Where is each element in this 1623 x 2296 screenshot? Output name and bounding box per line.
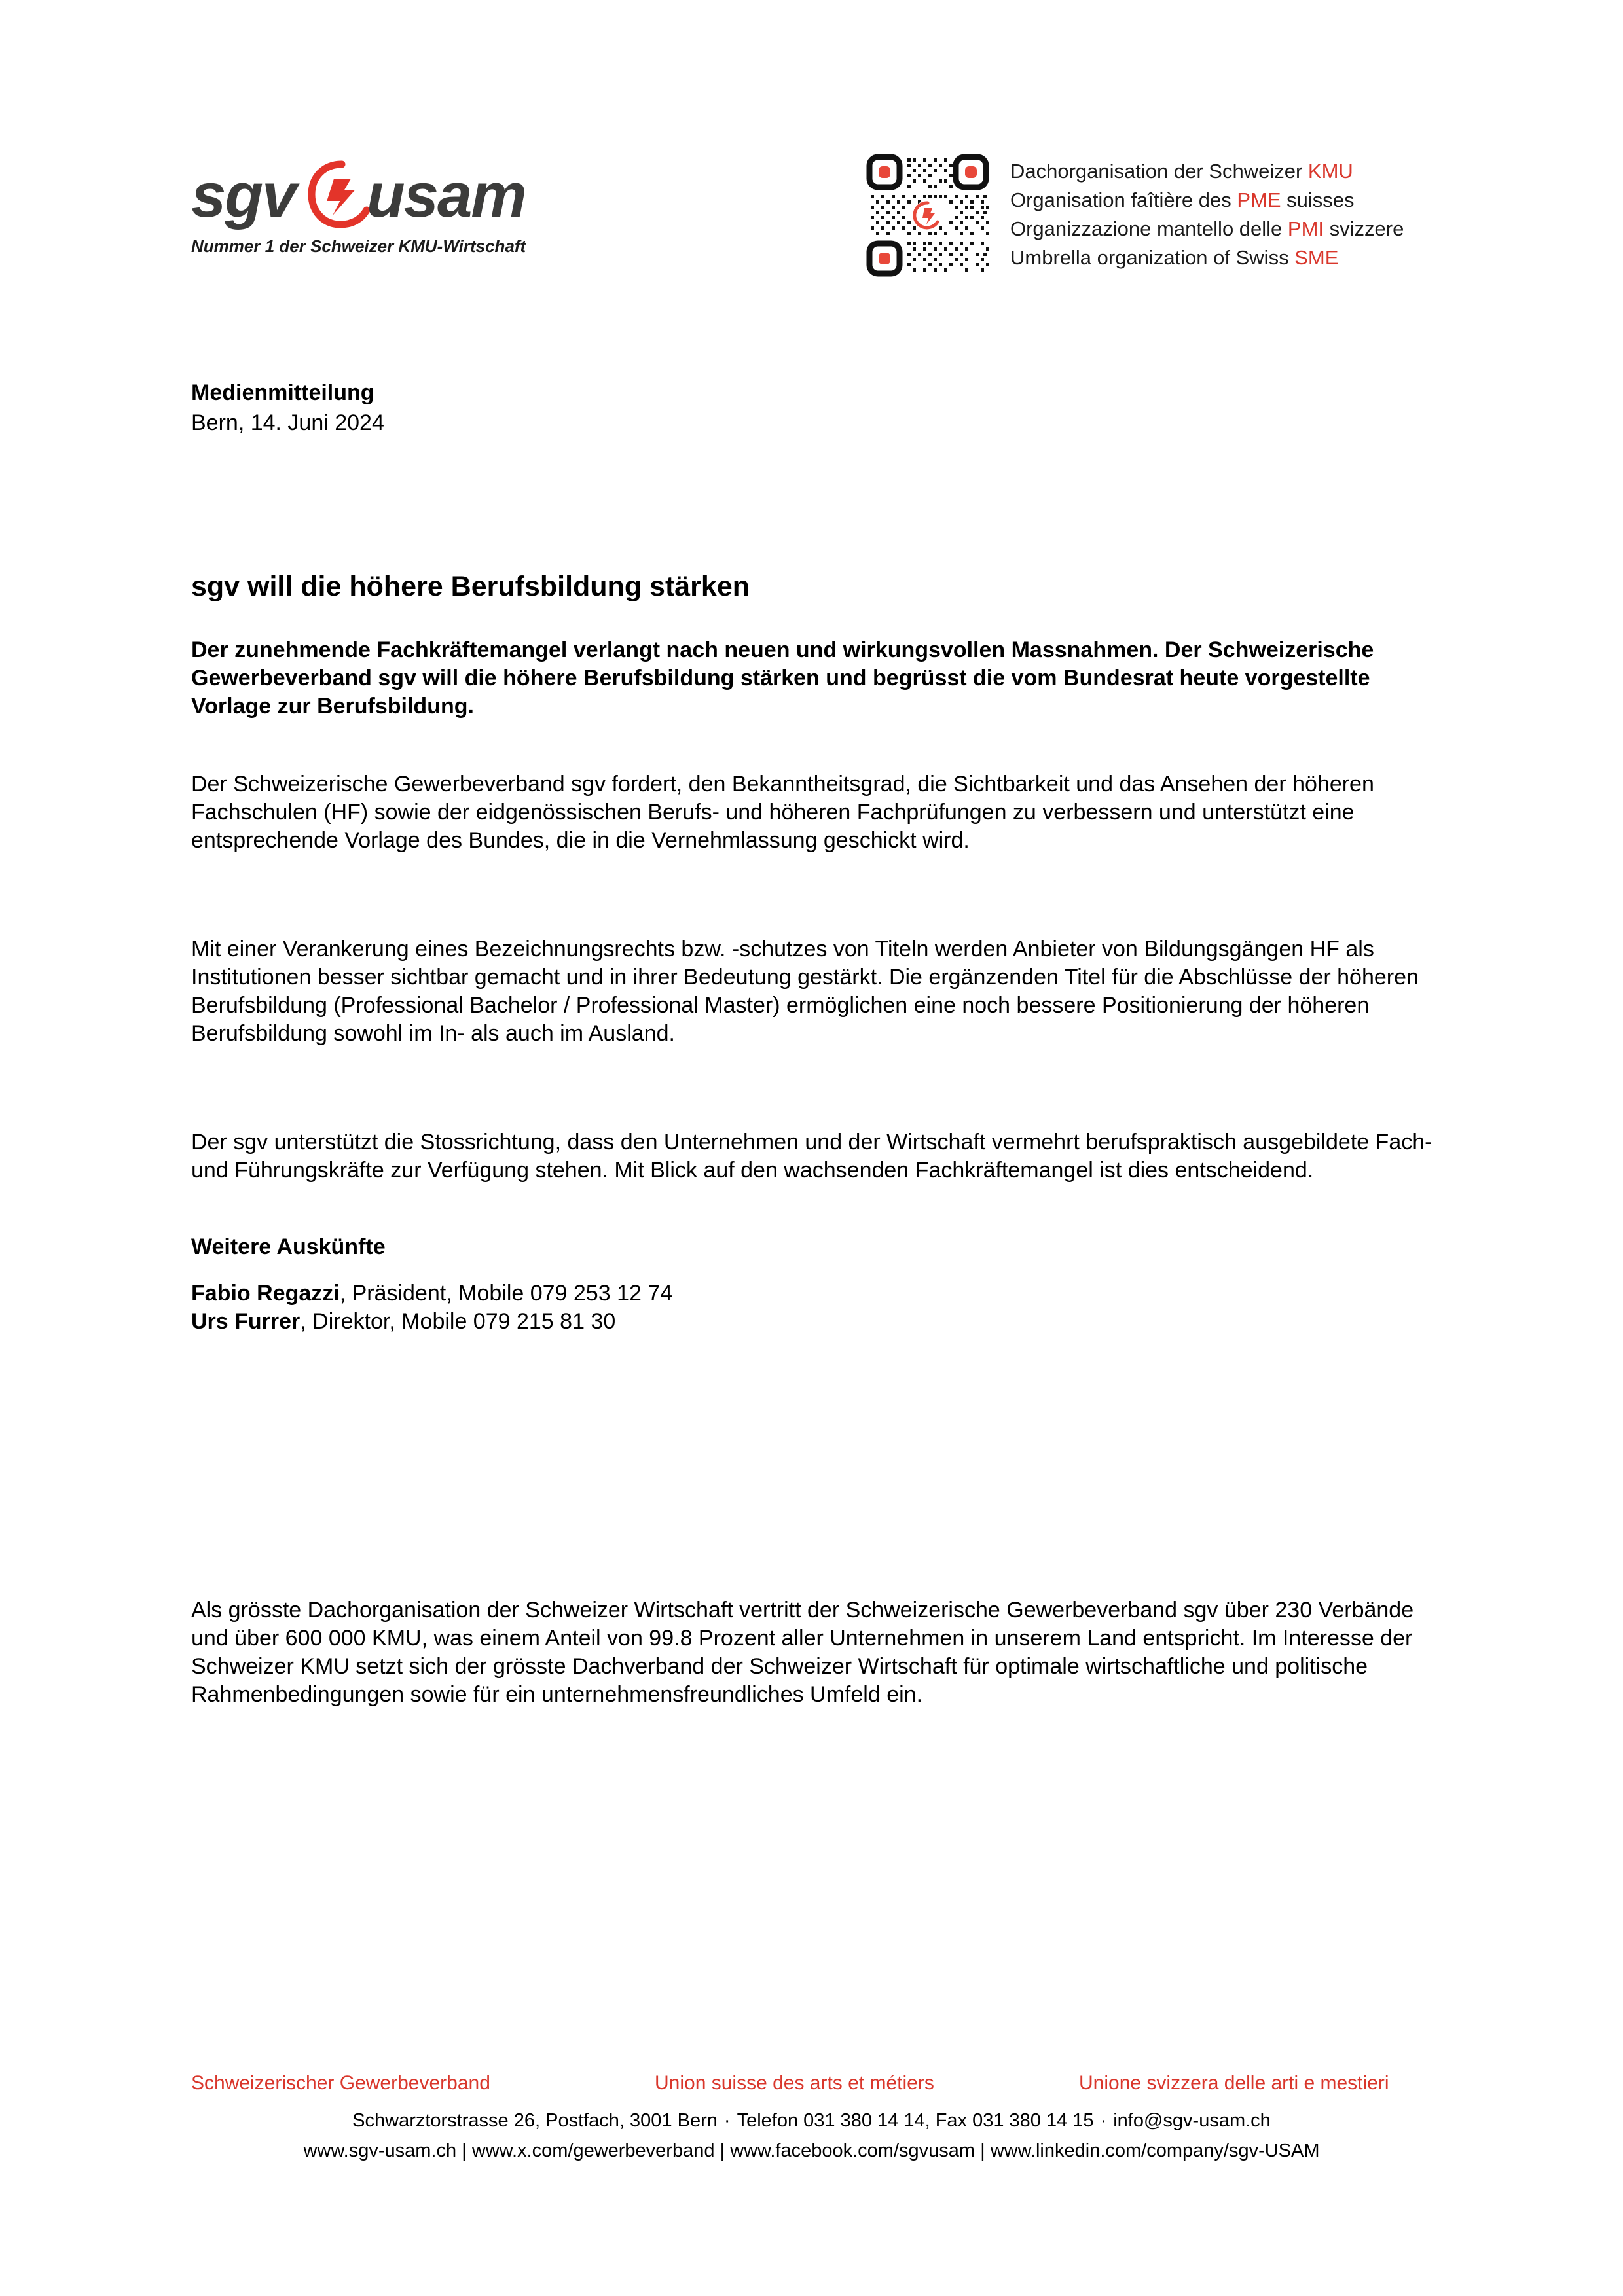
contact-item	[191, 1308, 1108, 1336]
footer-org-de: Schweizerischer Gewerbeverband	[191, 2072, 490, 2094]
claim-line-it	[1010, 215, 1599, 243]
claim-fr-text: Organisation faîtière des	[1010, 188, 1237, 211]
footer-address-text: Schwarztorstrasse 26, Postfach, 3001 Bern	[352, 2110, 718, 2131]
footer-email[interactable]: info@sgv-usam.ch	[1113, 2110, 1271, 2131]
claim-it-text: Organizzazione mantello delle	[1010, 217, 1288, 240]
claim-en-text: Umbrella organization of Swiss	[1010, 246, 1295, 269]
footer-org-fr: Union suisse des arts et métiers	[655, 2072, 934, 2094]
footer-contact-line	[0, 2106, 1623, 2135]
document-footer	[0, 2068, 1623, 2165]
document-header	[0, 0, 1623, 301]
organisation-claims	[1010, 157, 1599, 272]
claim-fr-highlight: PME	[1237, 188, 1281, 211]
lead-paragraph: Der zunehmende Fachkräftemangel verlangt nach neuen und wirkungsvollen Massnahmen. Der Schweizerische Gewerbeverband sgv will die höhere Berufsbildung stärken und begrüsst die vom Bundesrat heute vorgestellte Vorlage zur Berufsbildung.	[191, 637, 1374, 719]
document-meta	[191, 378, 977, 438]
sgv-qr-code-icon	[866, 153, 990, 278]
claim-de-text: Dachorganisation der Schweizer	[1010, 160, 1308, 183]
body-paragraph-3: Der sgv unterstützt die Stossrichtung, dass den Unternehmen und der Wirtschaft vermehrt berufspraktisch ausgebildete Fach- und Führungskräfte zur Verfügung stehen. Mit Blick auf den wachsenden Fachkräftemangel ist dies entscheidend.	[191, 1130, 1432, 1183]
claim-en-highlight: SME	[1294, 246, 1339, 269]
contact-details: , Präsident, Mobile 079 253 12 74	[339, 1281, 673, 1306]
logo-word-sgv: sgv	[191, 160, 296, 230]
logo-word-usam: usam	[367, 160, 526, 230]
contacts-heading: Weitere Auskünfte	[191, 1234, 386, 1259]
claim-de-highlight: KMU	[1307, 160, 1353, 183]
boilerplate-paragraph: Als grösste Dachorganisation der Schweizer Wirtschaft vertritt der Schweizerische Gewerbeverband sgv über 230 Verbände und über 600 000 KMU, was einem Anteil von 99.8 Prozent aller Unternehmen in unserem Land entspricht. Im Interesse der Schweizer KMU setzt sich der grösste Dachverband der Schweizer Wirtschaft für optimale wirtschaftliche und politische Rahmenbedingungen sowie für ein unternehmensfreundliches Umfeld ein.	[191, 1598, 1414, 1707]
contact-name: Fabio Regazzi	[191, 1281, 340, 1306]
claim-it-highlight: PMI	[1287, 217, 1324, 240]
body-paragraph-2: Mit einer Verankerung eines Bezeichnungsrechts bzw. -schutzes von Titeln werden Anbieter von Bildungsgängen HF als Institutionen besser sichtbar gemacht und in ihrer Bedeutung gestärkt. Die ergänzenden Titel für die Abschlüsse der höheren Berufsbildung (Professional Bachelor / Professional Master) ermöglichen eine noch bessere Positionierung der höheren Berufsbildung sowohl im In- als auch im Ausland.	[191, 937, 1419, 1046]
claim-it-tail: svizzere	[1324, 217, 1404, 240]
logo-wordmark	[191, 159, 548, 232]
claim-line-de	[1010, 157, 1599, 186]
footer-separator: ·	[1100, 2110, 1107, 2131]
document-type-label: Medienmitteilung	[191, 380, 374, 405]
contact-details: , Direktor, Mobile 079 215 81 30	[300, 1309, 616, 1334]
footer-org-it: Unione svizzera delle arti e mestieri	[1079, 2072, 1389, 2094]
footer-phone-text: Telefon 031 380 14 14, Fax 031 380 14 15	[737, 2110, 1094, 2131]
claim-line-en	[1010, 243, 1599, 272]
claim-line-fr	[1010, 186, 1599, 215]
contacts-list	[191, 1280, 1108, 1336]
footer-organisation-names	[0, 2068, 1623, 2098]
footer-separator: ·	[723, 2110, 731, 2131]
logo-tagline: Nummer 1 der Schweizer KMU-Wirtschaft	[191, 236, 526, 256]
claim-fr-tail: suisses	[1281, 188, 1355, 211]
contact-item	[191, 1280, 1108, 1308]
dateline: Bern, 14. Juni 2024	[191, 410, 384, 435]
page-title: sgv will die höhere Berufsbildung stärken	[191, 570, 750, 602]
contact-name: Urs Furrer	[191, 1309, 301, 1334]
body-paragraph-1: Der Schweizerische Gewerbeverband sgv fordert, den Bekanntheitsgrad, die Sichtbarkeit und das Ansehen der höheren Fachschulen (HF) sowie der eidgenössischen Berufs- und höheren Fachprüfungen zu verbessern und unterstützt eine entsprechende Vorlage des Bundes, die in die Vernehmlassung geschickt wird.	[191, 772, 1374, 853]
sgv-usam-logo	[191, 159, 558, 256]
footer-links-line[interactable]: www.sgv-usam.ch | www.x.com/gewerbeverband | www.facebook.com/sgvusam | www.linkedin.com/company/sgv-USAM	[303, 2140, 1320, 2161]
